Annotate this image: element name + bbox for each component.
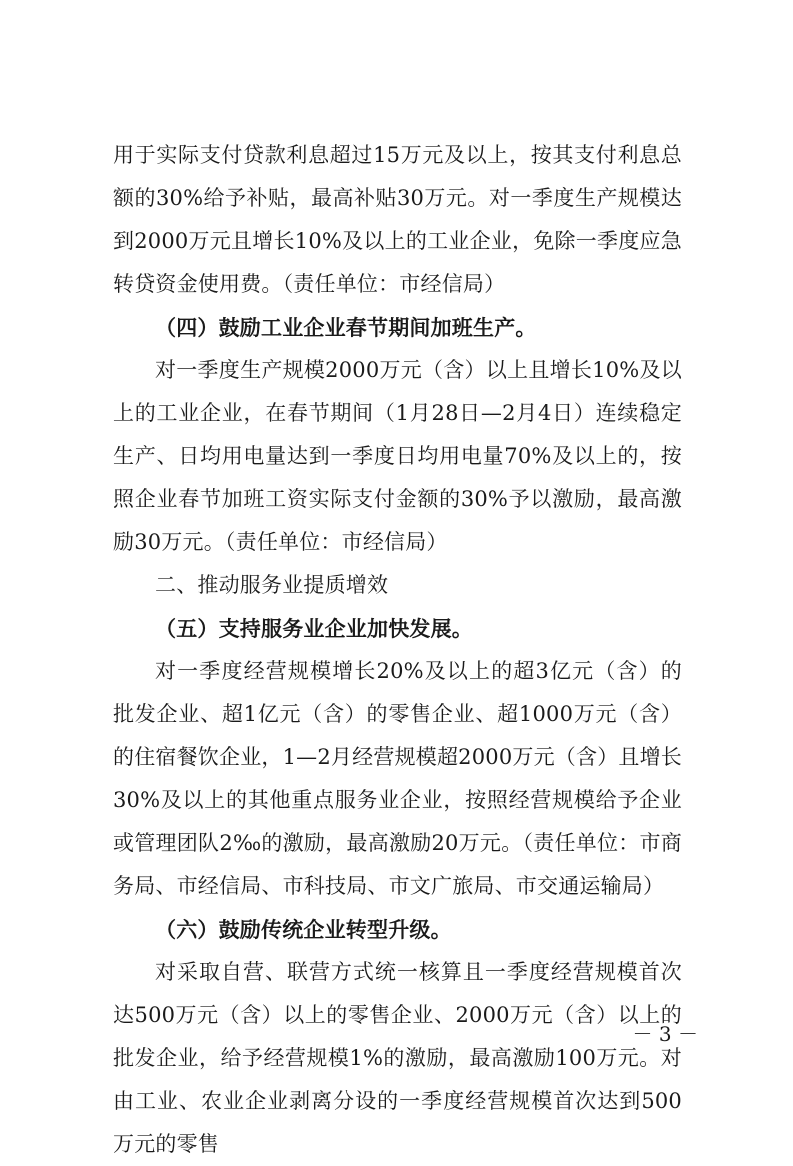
document-body (113, 134, 682, 1166)
paragraph-continuation: 用于实际支付贷款利息超过15万元及以上，按其支付利息总额的30%给予补贴，最高补贴30万元。对一季度生产规模达到2000万元且增长10%及以上的工业企业，免除一季度应急转贷资金使用费。（责任单位：市经信局） (113, 143, 682, 296)
section-heading-5: （五）支持服务业企业加快发展。 (155, 616, 473, 641)
paragraph-service-industry: 对一季度经营规模增长20%及以上的超3亿元（含）的批发企业、超1亿元（含）的零售企业、超1000万元（含）的住宿餐饮企业，1—2月经营规模超2000万元（含）且增长30%及以上的其他重点服务业企业，按照经营规模给予企业或管理团队2‰的激励，最高激励20万元。（责任单位：市商务局、市经信局、市科技局、市文广旅局、市交通运输局） (113, 659, 682, 898)
section-heading-4: （四）鼓励工业企业春节期间加班生产。 (155, 315, 537, 340)
page-number: － 3 － (632, 1022, 698, 1046)
paragraph-overtime-incentive: 对一季度生产规模2000万元（含）以上且增长10%及以上的工业企业，在春节期间（1月28日—2月4日）连续稳定生产、日均用电量达到一季度日均用电量70%及以上的，按照企业春节加班工资实际支付金额的30%予以激励，最高激励30万元。（责任单位：市经信局） (113, 358, 682, 554)
paragraph-transformation: 对采取自营、联营方式统一核算且一季度经营规模首次达500万元（含）以上的零售企业、2000万元（含）以上的批发企业，给予经营规模1%的激励，最高激励100万元。对由工业、农业企业剥离分设的一季度经营规模首次达到500万元的零售 (113, 960, 682, 1156)
section-heading-6: （六）鼓励传统企业转型升级。 (155, 917, 452, 942)
chapter-heading-2: 二、推动服务业提质增效 (155, 573, 389, 597)
